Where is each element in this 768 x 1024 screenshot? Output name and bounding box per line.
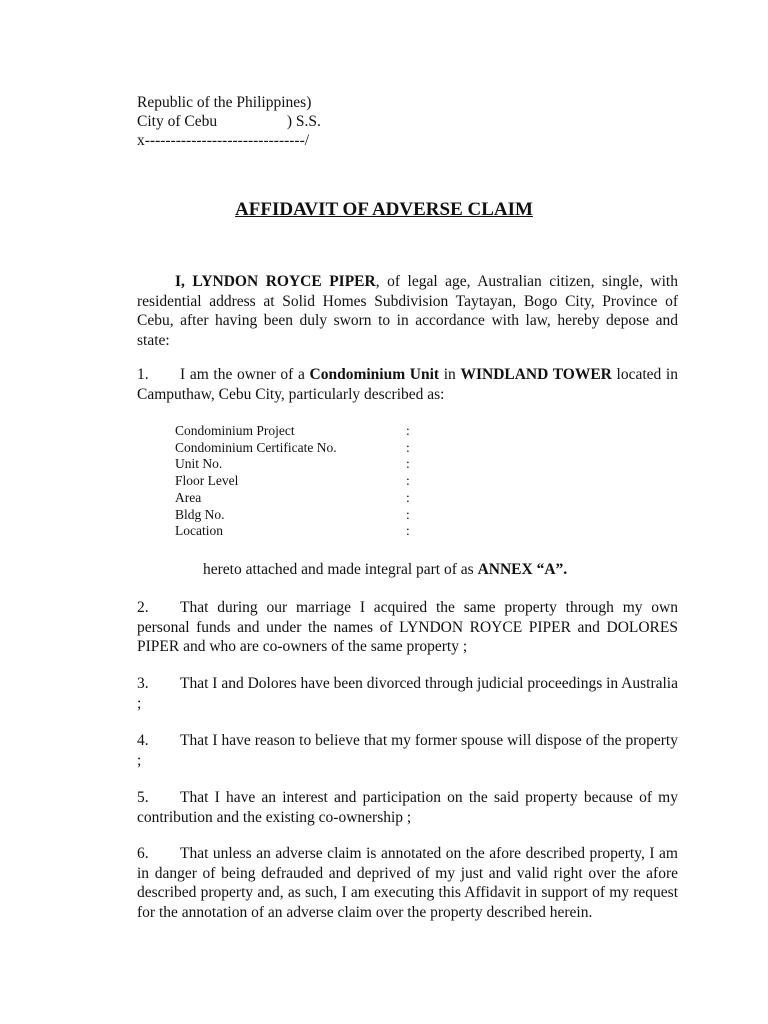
detail-colon: : (406, 506, 410, 522)
item-2-paragraph (137, 598, 678, 657)
item-4-text: That I have reason to believe that my former spouse will dispose of the property ; (137, 732, 678, 769)
item-6-paragraph (137, 844, 678, 922)
document-title: AFFIDAVIT OF ADVERSE CLAIM (235, 199, 533, 220)
detail-row (175, 456, 410, 473)
detail-row (175, 440, 410, 457)
item-4-paragraph (137, 731, 678, 770)
detail-label: Bldg No. (175, 506, 225, 522)
detail-row (175, 523, 410, 540)
detail-label: Floor Level (175, 473, 239, 489)
item-2-number: 2. (137, 599, 149, 616)
detail-colon: : (406, 439, 410, 455)
venue-line-country: Republic of the Philippines) (137, 94, 312, 111)
item-6-text: That unless an adverse claim is annotated on the afore described property, I am in danger of being defrauded and deprived of my just and valid right over the afore described property and, as such, I am executing this Affidavit in support of my request for the annotation of an adverse claim over the property described herein. (137, 845, 678, 921)
item-5-text: That I have an interest and participation on the said property because of my contribution and the existing co-ownership ; (137, 789, 678, 826)
property-details-list (175, 423, 410, 540)
item-3-text: That I and Dolores have been divorced through judicial proceedings in Australia ; (137, 675, 678, 712)
detail-label: Condominium Project (175, 423, 295, 438)
detail-colon: : (406, 489, 410, 505)
item-3-number: 3. (137, 675, 149, 692)
item-6-number: 6. (137, 845, 149, 862)
detail-row (175, 507, 410, 524)
item-1-text-pre: I am the owner of a (180, 366, 310, 383)
intro-text: , of legal age, Australian citizen, single, with residential address at Solid Homes Subdivision Taytayan, Bogo City, Province of Cebu, after having been duly sworn to in accordance with law, hereby depose and state: (137, 273, 678, 349)
item-5-paragraph (137, 788, 678, 827)
item-5-number: 5. (137, 789, 149, 806)
item-1-text-post: located in Camputhaw, Cebu City, particularly described as: (137, 366, 678, 403)
item-2-text: That during our marriage I acquired the same property through my own personal funds and under the names of LYNDON ROYCE PIPER and DOLORES PIPER and who are co-owners of the same property ; (137, 599, 678, 655)
detail-label: Unit No. (175, 456, 223, 472)
item-4-number: 4. (137, 732, 149, 749)
detail-label: Area (175, 489, 202, 505)
affiant-name: I, LYNDON ROYCE PIPER (175, 273, 376, 290)
annex-label: ANNEX “A”. (477, 561, 568, 578)
intro-paragraph (137, 272, 678, 350)
item-1-unit: Condominium Unit (309, 366, 440, 383)
detail-colon: : (406, 473, 410, 489)
item-1-tower: WINDLAND TOWER (460, 366, 612, 383)
detail-label: Location (175, 523, 223, 539)
detail-row (175, 490, 410, 507)
item-1-paragraph (137, 365, 678, 404)
item-1-text-mid: in (439, 366, 461, 383)
detail-colon: : (406, 456, 410, 472)
item-3-paragraph (137, 674, 678, 713)
venue-line-city: City of Cebu ) S.S. (137, 113, 321, 130)
annex-line (203, 561, 567, 579)
item-1-number: 1. (137, 366, 149, 383)
annex-text: hereto attached and made integral part of as (203, 561, 478, 578)
venue-line-separator: x-------------------------------/ (137, 132, 310, 149)
detail-row (175, 423, 410, 440)
detail-row (175, 473, 410, 490)
detail-colon: : (406, 423, 410, 438)
detail-colon: : (406, 523, 410, 539)
venue-block (137, 93, 321, 150)
detail-label: Condominium Certificate No. (175, 439, 337, 455)
